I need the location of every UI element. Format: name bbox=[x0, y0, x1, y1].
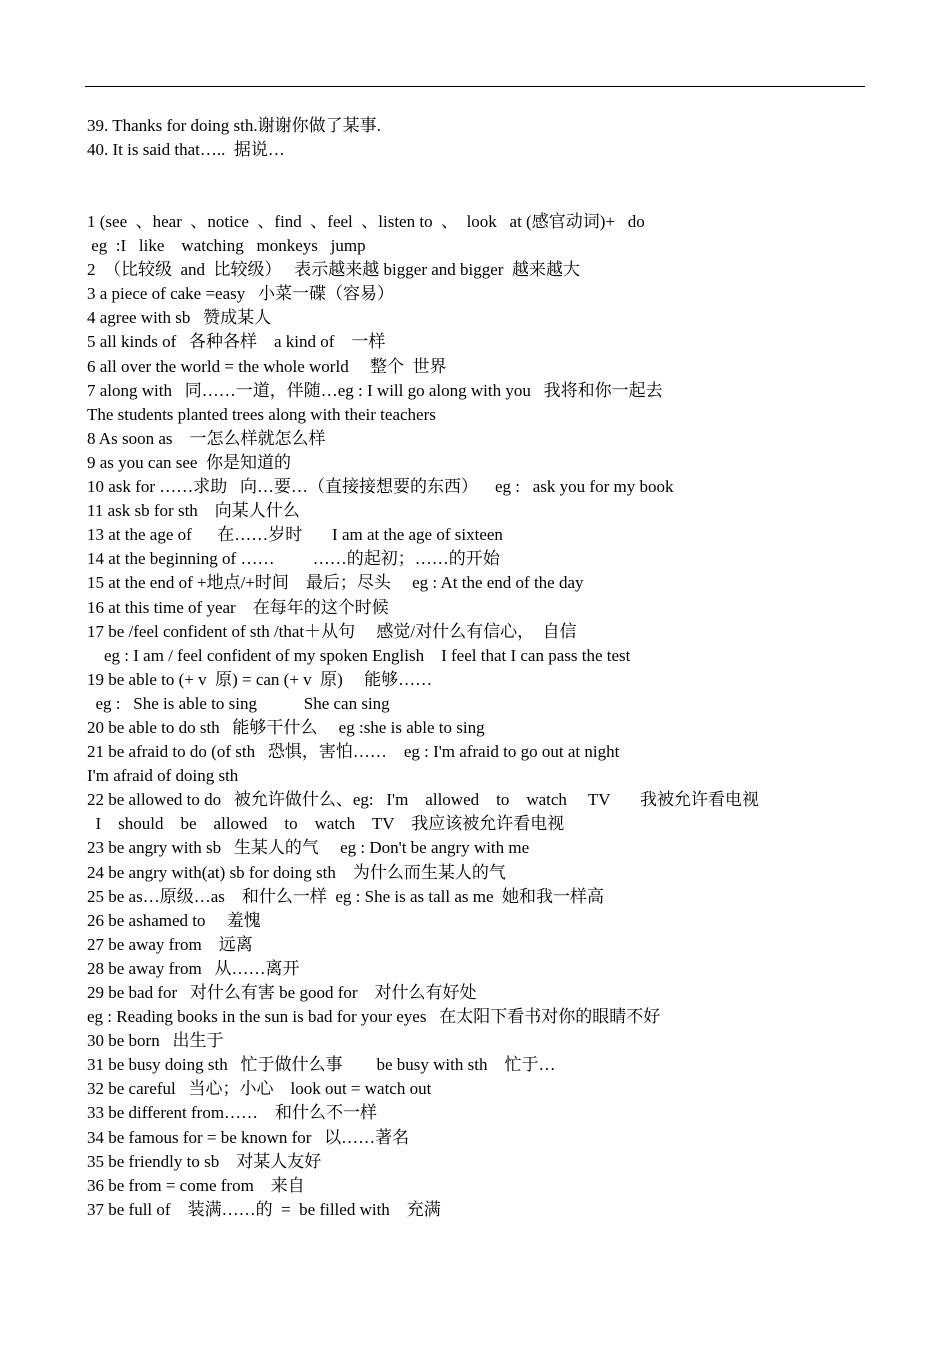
text-line: 22 be allowed to do 被允许做什么、eg: I'm allowed to watch TV 我被允许看电视 bbox=[87, 790, 759, 810]
text-line: 30 be born 出生于 bbox=[87, 1031, 224, 1051]
text-line: 32 be careful 当心；小心 look out = watch out bbox=[87, 1079, 432, 1099]
text-line: 4 agree with sb 赞成某人 bbox=[87, 308, 272, 328]
text-line: 3 a piece of cake =easy 小菜一碟（容易） bbox=[87, 284, 394, 304]
text-line: 33 be different from…… 和什么不一样 bbox=[87, 1103, 378, 1123]
text-line: 16 at this time of year 在每年的这个时候 bbox=[87, 597, 389, 617]
text-line: 27 be away from 远离 bbox=[87, 934, 253, 954]
text-line: 25 be as…原级…as 和什么一样 eg : She is as tall as me 她和我一样高 bbox=[87, 886, 605, 906]
text-line: 28 be away from 从……离开 bbox=[87, 958, 300, 978]
text-line: 6 all over the world = the whole world 整个 世界 bbox=[87, 356, 447, 376]
text-line: I should be allowed to watch TV 我应该被允许看电视 bbox=[87, 814, 565, 834]
text-line: 9 as you can see 你是知道的 bbox=[87, 452, 291, 472]
text-line: I'm afraid of doing sth bbox=[87, 766, 239, 786]
phrase-list bbox=[87, 210, 867, 1222]
text-line: 17 be /feel confident of sth /that＋从句 感觉/对什么有信心， 自信 bbox=[87, 621, 577, 641]
text-line: 24 be angry with(at) sb for doing sth 为什么而生某人的气 bbox=[87, 862, 506, 882]
text-line: 13 at the age of 在……岁时 I am at the age of sixteen bbox=[87, 525, 503, 545]
text-line: 23 be angry with sb 生某人的气 eg : Don't be angry with me bbox=[87, 838, 530, 858]
text-line: 35 be friendly to sb 对某人友好 bbox=[87, 1151, 322, 1171]
top-lines bbox=[87, 114, 867, 162]
text-line: 8 As soon as 一怎么样就怎么样 bbox=[87, 428, 326, 448]
text-line: 34 be famous for = be known for 以……著名 bbox=[87, 1127, 410, 1147]
text-line: 19 be able to (+ v 原) = can (+ v 原) 能够…… bbox=[87, 669, 433, 689]
text-line: 36 be from = come from 来自 bbox=[87, 1175, 305, 1195]
text-line: 15 at the end of +地点/+时间 最后；尽头 eg : At the end of the day bbox=[87, 573, 584, 593]
text-line: 40. It is said that….. 据说… bbox=[87, 140, 285, 160]
text-line: 2 （比较级 and 比较级） 表示越来越 bigger and bigger 越来越大 bbox=[87, 260, 580, 280]
text-line: 29 be bad for 对什么有害 be good for 对什么有好处 bbox=[87, 983, 477, 1002]
text-line: 39. Thanks for doing sth.谢谢你做了某事. bbox=[87, 116, 381, 135]
text-line: 21 be afraid to do (of sth 恐惧，害怕…… eg : I'm afraid to go out at night bbox=[87, 742, 620, 762]
text-line: 7 along with 同……一道，伴随…eg : I will go along with you 我将和你一起去 bbox=[87, 380, 663, 400]
text-line: eg : I am / feel confident of my spoken English I feel that I can pass the test bbox=[87, 645, 631, 665]
header-rule bbox=[85, 86, 865, 87]
text-line: 11 ask sb for sth 向某人什么 bbox=[87, 501, 300, 521]
text-line: eg :I like watching monkeys jump bbox=[87, 236, 366, 256]
text-line: 20 be able to do sth 能够干什么 eg :she is able to sing bbox=[87, 717, 485, 737]
text-line: 14 at the beginning of …… ……的起初；……的开始 bbox=[87, 549, 500, 569]
text-line: 26 be ashamed to 羞愧 bbox=[87, 910, 261, 930]
text-line: 5 all kinds of 各种各样 a kind of 一样 bbox=[87, 332, 386, 352]
text-line: eg : She is able to sing She can sing bbox=[87, 693, 390, 713]
text-line: 31 be busy doing sth 忙于做什么事 be busy with sth 忙于… bbox=[87, 1055, 556, 1075]
text-line: 37 be full of 装满……的 = be filled with 充满 bbox=[87, 1199, 441, 1219]
text-line: eg : Reading books in the sun is bad for your eyes 在太阳下看书对你的眼睛不好 bbox=[87, 1007, 661, 1027]
text-line: 1 (see 、hear 、notice 、find 、feel 、listen to 、 look at (感官动词)+ do bbox=[87, 212, 645, 231]
text-line: The students planted trees along with their teachers bbox=[87, 404, 436, 424]
text-line: 10 ask for ……求助 向…要…（直接接想要的东西） eg : ask you for my book bbox=[87, 477, 674, 497]
